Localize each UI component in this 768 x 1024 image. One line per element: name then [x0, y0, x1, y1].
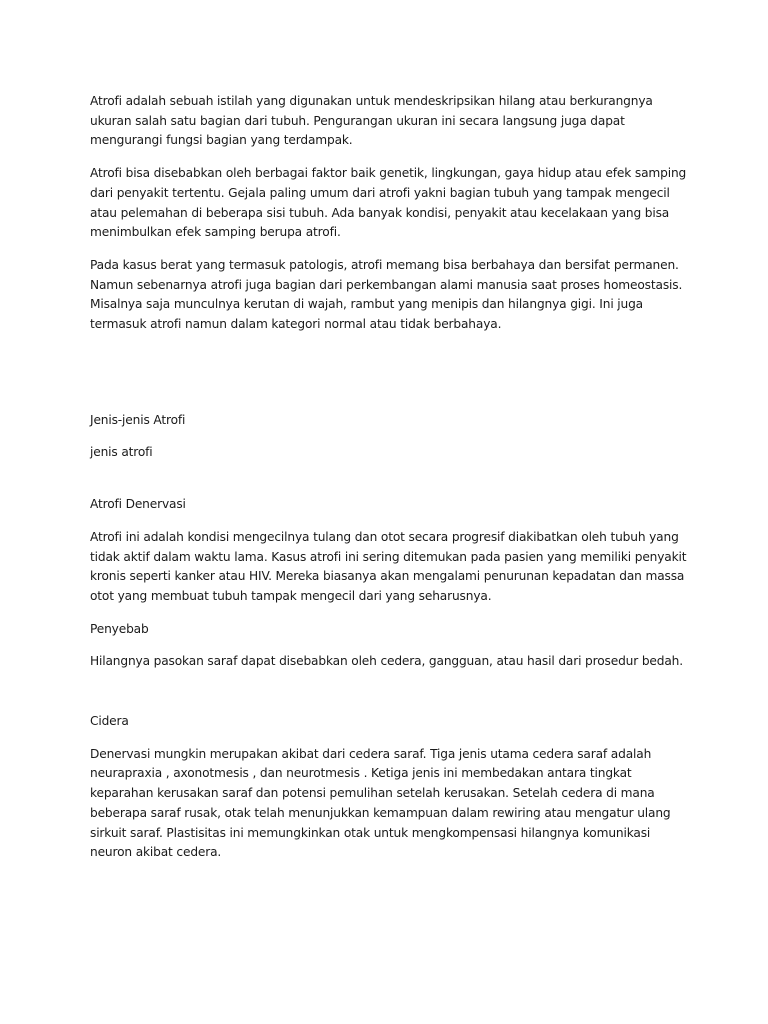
denervasi-title: Atrofi Denervasi	[90, 497, 186, 512]
intro-paragraph-2: Atrofi bisa disebabkan oleh berbagai faktor baik genetik, lingkungan, gaya hidup atau efek samping dari penyakit tertentu. Gejala paling umum dari atrofi yakni bagian tubuh yang tampak mengecil atau pelemahan di beberapa sisi tubuh. Ada banyak kondisi, penyakit atau kecelakaan yang bisa menimbulkan efek samping berupa atrofi.	[90, 166, 687, 240]
penyebab-title: Penyebab	[90, 621, 149, 636]
image-caption: jenis atrofi	[90, 445, 153, 460]
document-body	[90, 92, 690, 876]
spacer	[90, 476, 690, 495]
spacer	[90, 685, 690, 712]
cidera-title: Cidera	[90, 714, 129, 729]
section-title: Jenis-jenis Atrofi	[90, 412, 186, 427]
cidera-paragraph: Denervasi mungkin merupakan akibat dari cedera saraf. Tiga jenis utama cedera saraf adalah neurapraxia , axonotmesis , dan neurotmesis . Ketiga jenis ini membedakan antara tingkat keparahan kerusakan saraf dan potensi pemulihan setelah kerusakan. Setelah cedera di mana beberapa saraf rusak, otak telah menunjukkan kemampuan dalam rewiring atau mengatur ulang sirkuit saraf. Plastisitas ini memungkinkan otak untuk mengkompensasi hilangnya komunikasi neuron akibat cedera.	[90, 746, 671, 860]
denervasi-paragraph: Atrofi ini adalah kondisi mengecilnya tulang dan otot secara progresif diakibatkan oleh tubuh yang tidak aktif dalam waktu lama. Kasus atrofi ini sering ditemukan pada pasien yang memiliki penyakit kronis seperti kanker atau HIV. Mereka biasanya akan mengalami penurunan kepadatan dan massa otot yang membuat tubuh tampak mengecil dari yang seharusnya.	[90, 529, 687, 603]
spacer	[90, 348, 690, 411]
intro-paragraph-3: Pada kasus berat yang termasuk patologis, atrofi memang bisa berbahaya dan bersifat permanen. Namun sebenarnya atrofi juga bagian dari perkembangan alami manusia saat proses homeostasis. Misalnya saja munculnya kerutan di wajah, rambut yang menipis dan hilangnya gigi. Ini juga termasuk atrofi namun dalam kategori normal atau tidak berbahaya.	[90, 257, 683, 332]
intro-paragraph-1: Atrofi adalah sebuah istilah yang digunakan untuk mendeskripsikan hilang atau berkurangnya ukuran salah satu bagian dari tubuh. Pengurangan ukuran ini secara langsung juga dapat mengurangi fungsi bagian yang terdampak.	[90, 94, 653, 148]
penyebab-paragraph: Hilangnya pasokan saraf dapat disebabkan oleh cedera, gangguan, atau hasil dari prosedur bedah.	[90, 654, 683, 669]
